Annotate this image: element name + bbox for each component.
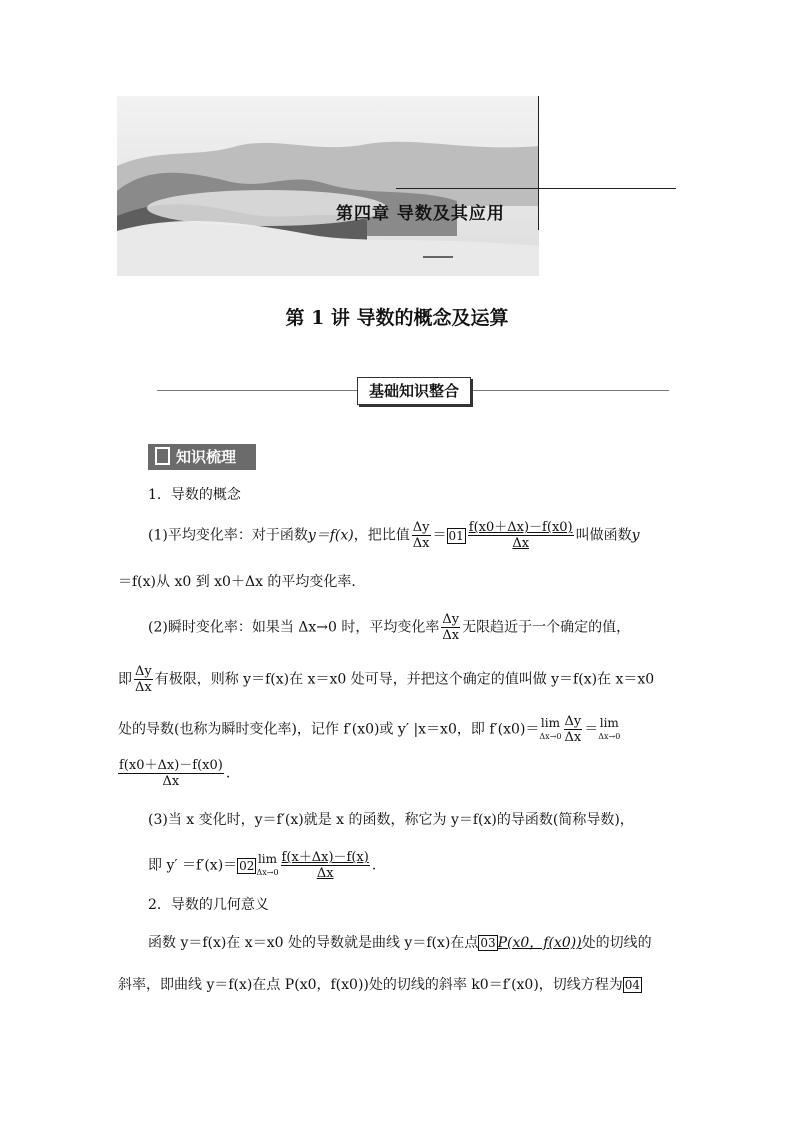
heading-concept: 1．导数的概念 [148, 487, 241, 503]
chapter-title: 第四章 导数及其应用 [336, 204, 505, 224]
para-instant-rate: (2)瞬时变化率：如果当 Δx→0 时，平均变化率 $\frac{\Delta y}{\Delta x}$ 无限趋近于一个确定的值， [148, 612, 631, 643]
checkbox-square-icon [155, 447, 170, 465]
section-rule-right [471, 390, 669, 391]
para-derivative-def: 处的导数(也称为瞬时变化率)，记作 f′(x0)或 y′ |x＝x0，即 f′(x0)＝ lim Δx→0 $\frac{\Delta y}{\Delta x}$ ＝ lim Δx→0 [118, 714, 621, 745]
answer-box-02: 02 [239, 858, 255, 873]
fraction-average-rate: $\frac{f(x0+\Delta x)-f(x0)}{\Delta x}$ [468, 520, 573, 551]
para-limit: 即 $\frac{\Delta y}{\Delta x}$ 有极限，则称 y＝f(x)在 x＝x0 处可导，并把这个确定的值叫做 y＝f(x)在 x＝x0 [118, 664, 655, 695]
knowledge-badge-label: 知识梳理 [176, 448, 237, 466]
knowledge-badge [148, 444, 256, 470]
para-derivative-function-formula: 即 y′ ＝f′(x)＝ 02 lim Δx→0 $\frac{f(x+\Delta x)-f(x)}{\Delta x}$ . [148, 850, 377, 881]
lesson-title: 第 1 讲 导数的概念及运算 [285, 307, 509, 329]
banner-horizontal-rule [396, 188, 676, 189]
section-rule-left [157, 390, 357, 391]
para-geometric-meaning: 函数 y＝f(x)在 x＝x0 处的导数就是曲线 y＝f(x)在点 03 P(x0，f(x0))处的切线的 [148, 935, 652, 951]
answer-box-04: 04 [624, 978, 641, 992]
section-title: 基础知识整合 [357, 377, 471, 405]
fraction-dy-dx: $\frac{\Delta y}{\Delta x}$ [412, 520, 430, 551]
para-derivative-function: (3)当 x 变化时，y＝f′(x)就是 x 的函数，称它为 y＝f(x)的导函数(简称导数)， [148, 812, 634, 828]
para-average-rate: (1)平均变化率：对于函数y＝f(x)，把比值 $\frac{\Delta y}{\Delta x}$ ＝ 01 $\frac{f(x0+\Delta x)-f(x0)}{\Delta x}$ 叫做函数y [148, 520, 640, 551]
banner-vertical-rule [538, 96, 539, 230]
para-tangent-slope: 斜率，即曲线 y＝f(x)在点 P(x0，f(x0))处的切线的斜率 k0＝f′(x0)，切线方程为 04 [118, 977, 641, 993]
answer-box-01: 01 [448, 528, 464, 543]
para-derivative-fraction: $\frac{f(x0+\Delta x)-f(x0)}{\Delta x}$ . [119, 758, 231, 789]
para-average-rate-cont: ＝f(x)从 x0 到 x0＋Δx 的平均变化率． [118, 574, 366, 590]
answer-box-03: 03 [480, 936, 496, 950]
heading-geometric-meaning: 2．导数的几何意义 [148, 897, 269, 913]
landscape-banner-image [117, 96, 539, 276]
